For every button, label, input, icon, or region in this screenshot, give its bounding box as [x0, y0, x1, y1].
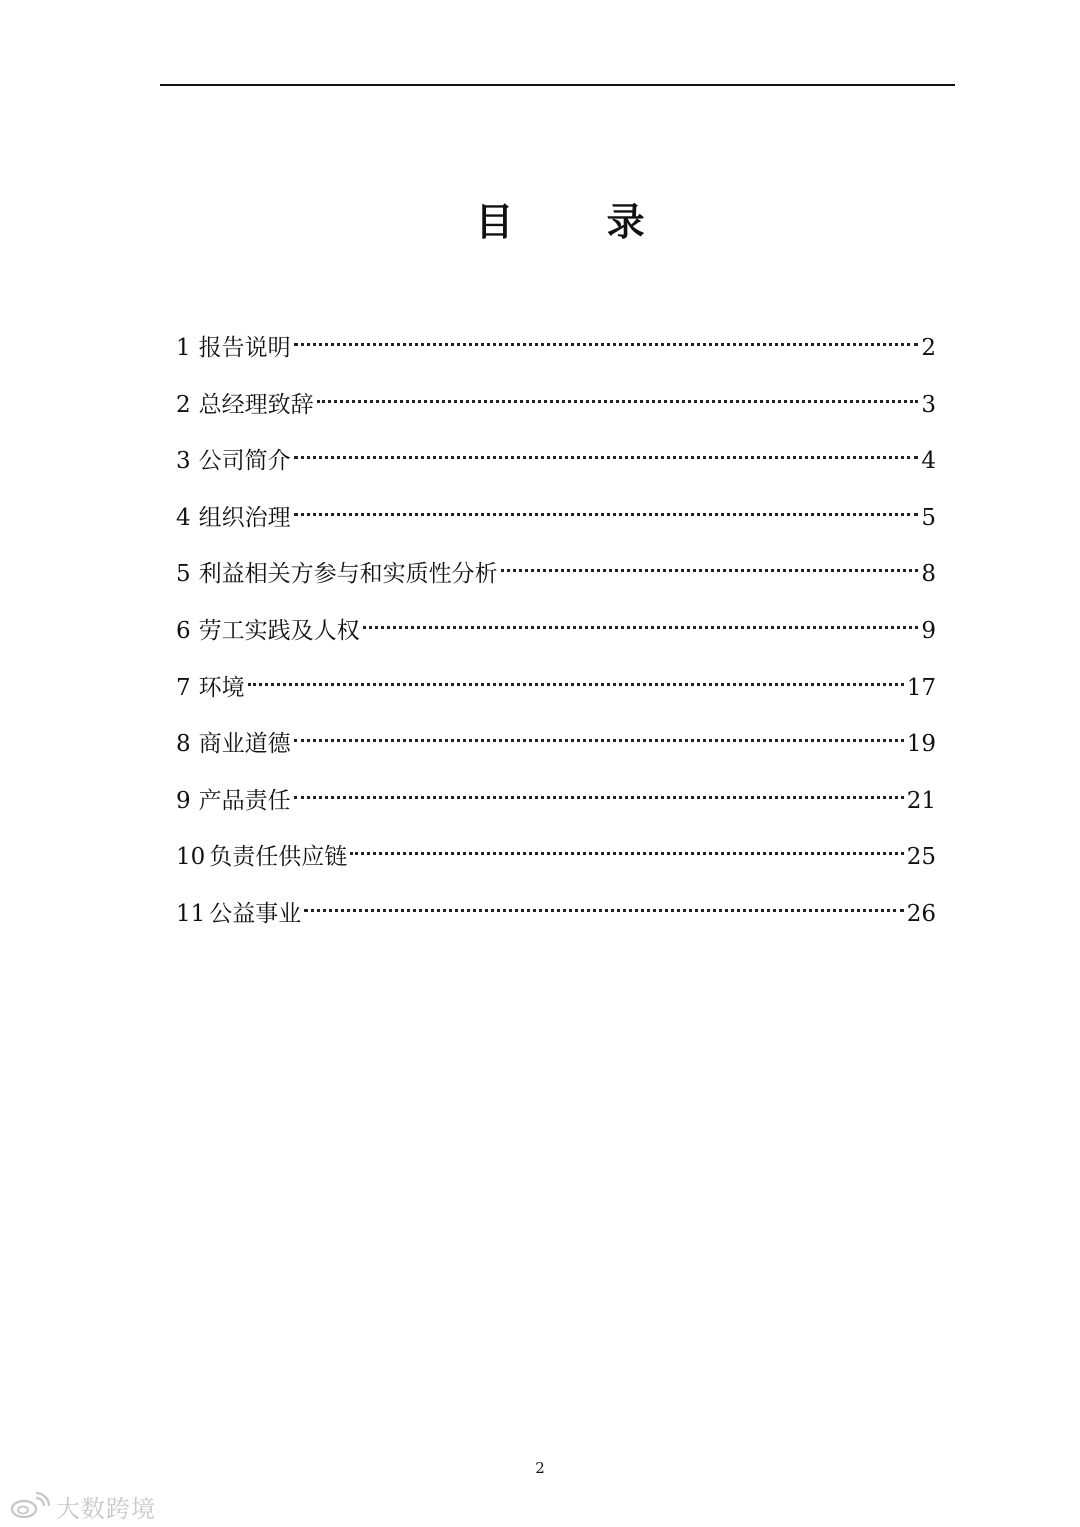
toc-entry[interactable]	[176, 726, 936, 783]
toc-entry-label: 产品责任	[198, 787, 291, 814]
toc-entry-page: 19	[906, 731, 936, 758]
toc-entry-page: 8	[921, 561, 936, 588]
toc-entry-page: 2	[921, 335, 936, 361]
toc-entry-number: 7	[176, 674, 191, 701]
toc-entry-number: 11	[176, 900, 206, 927]
toc-entry[interactable]	[176, 443, 936, 500]
toc-entry-page: 3	[921, 391, 936, 418]
toc-entry[interactable]	[176, 500, 936, 557]
toc-entry-number: 2	[176, 391, 191, 418]
toc-entry-page: 5	[921, 504, 936, 531]
table-of-contents	[176, 330, 936, 953]
toc-entry-label: 劳工实践及人权	[198, 617, 360, 644]
toc-entry-number: 3	[176, 448, 191, 475]
toc-dot-leader	[304, 909, 903, 912]
watermark-text: 大数跨境	[56, 1494, 156, 1523]
toc-entry-label: 负责任供应链	[209, 844, 348, 871]
toc-entry-number: 9	[176, 787, 191, 814]
toc-entry-page: 17	[906, 674, 936, 701]
weibo-logo-icon	[10, 1492, 50, 1520]
toc-entry[interactable]	[176, 783, 936, 840]
toc-entry-page: 9	[921, 617, 936, 644]
toc-entry-number: 4	[176, 504, 191, 531]
toc-entry-label: 环境	[198, 674, 245, 701]
toc-entry[interactable]	[176, 330, 936, 387]
toc-entry[interactable]	[176, 896, 936, 953]
toc-entry-number: 10	[176, 844, 206, 871]
toc-entry-number: 6	[176, 617, 191, 644]
toc-entry-label: 总经理致辞	[198, 391, 314, 418]
toc-dot-leader	[248, 683, 904, 686]
toc-dot-leader	[294, 796, 904, 799]
toc-entry-number: 5	[176, 561, 191, 588]
toc-entry-label: 公司简介	[198, 448, 291, 475]
toc-dot-leader	[317, 400, 919, 403]
toc-entry[interactable]	[176, 670, 936, 727]
toc-entry[interactable]	[176, 387, 936, 444]
toc-entry-page: 25	[906, 844, 936, 871]
toc-entry-number: 8	[176, 731, 191, 758]
toc-entry[interactable]	[176, 839, 936, 896]
toc-entry[interactable]	[176, 613, 936, 670]
watermark	[10, 1490, 156, 1522]
toc-entry-page: 21	[906, 787, 936, 814]
toc-entry-label: 报告说明	[198, 335, 291, 361]
toc-entry-page: 26	[906, 900, 936, 927]
toc-entry-label: 组织治理	[198, 504, 291, 531]
toc-dot-leader	[350, 852, 903, 855]
page-title: 目 录	[475, 200, 685, 244]
toc-dot-leader	[294, 513, 919, 516]
toc-dot-leader	[294, 456, 919, 459]
header-rule	[160, 84, 955, 86]
toc-entry[interactable]	[176, 556, 936, 613]
toc-entry-label: 利益相关方参与和实质性分析	[198, 561, 498, 588]
page-number: 2	[535, 1459, 545, 1477]
toc-dot-leader	[294, 343, 919, 346]
toc-dot-leader	[294, 739, 904, 742]
toc-entry-page: 4	[921, 448, 936, 475]
toc-dot-leader	[363, 626, 919, 629]
toc-entry-label: 商业道德	[198, 731, 291, 758]
toc-entry-label: 公益事业	[209, 900, 302, 927]
toc-dot-leader	[501, 569, 919, 572]
toc-entry-number: 1	[176, 335, 191, 361]
